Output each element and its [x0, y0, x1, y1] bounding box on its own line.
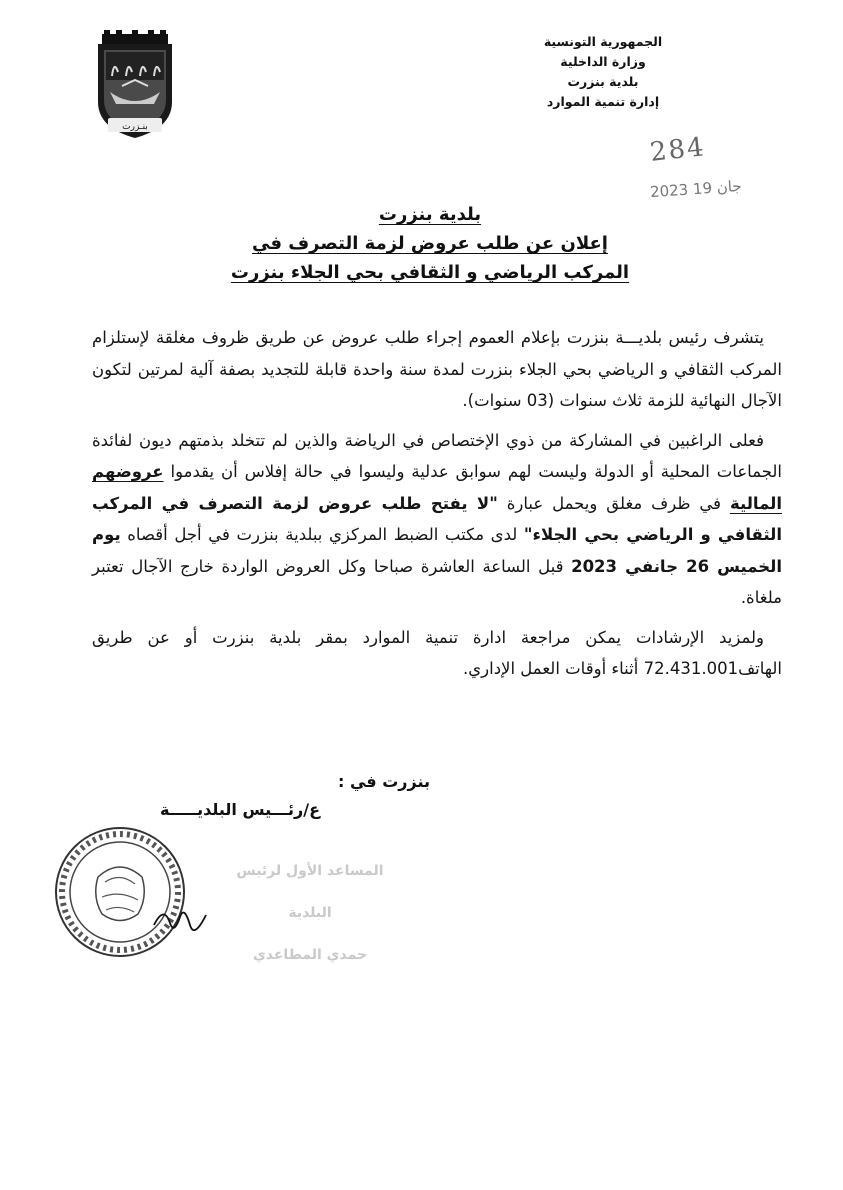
coat-of-arms-icon: [92, 30, 178, 142]
letterhead-department: إدارة تنمية الموارد: [546, 94, 660, 109]
paragraph-conditions: [92, 425, 782, 614]
signer-title: ع/رئـــيس البلديـــــة: [160, 800, 320, 819]
paragraph-intro: يتشرف رئيس بلديـــة بنزرت بإعلام العموم إجراء طلب عروض عن طريق ظروف مغلقة لإستلزام المركب الثقافي و الرياضي بحي الجلاء بنزرت لمدة سنة واحدة قابلة للتجديد بصفة آلية لمرتين لتكون الآجال النهائية للزمة ثلاث سنوات (03 سنوات).: [92, 328, 782, 410]
deadline-date: يوم الخميس 26 جانفي 2023: [92, 525, 783, 576]
registry-number: 284: [648, 132, 708, 168]
place-date-label: بنزرت في :: [338, 772, 430, 791]
stamp-name: حمدي المطاعدي: [252, 947, 368, 963]
signatory-stamp: [215, 850, 405, 976]
registry-date-stamp: 2023 جان 19: [649, 176, 743, 202]
title-line-3: المركب الرياضي و الثقافي بحي الجلاء بنزرت: [230, 262, 630, 283]
crest-caption: بنـزرت: [122, 122, 148, 132]
letterhead: [483, 32, 723, 112]
conditions-text-4: قبل الساعة العاشرة صباحا وكل العروض الواردة خارج الآجال تعتبر ملغاة.: [92, 556, 782, 607]
letterhead-municipality: بلدية بنزرت: [567, 74, 639, 89]
title-line-1: بلدية بنزرت: [378, 204, 482, 225]
conditions-text-3: لدى مكتب الضبط المركزي ببلدية بنزرت في أجل أقصاه: [127, 525, 518, 544]
envelope-mention: "لا يفتح طلب عروض لزمة التصرف في المركب الثقافي و الرياضي بحي الجلاء": [92, 493, 782, 544]
announcement-body: [92, 322, 782, 693]
financial-offers-phrase: عروضهم المالية: [92, 462, 782, 513]
conditions-text-1: فعلى الراغبين في المشاركة من ذوي الإختصاص في الرياضة والذين لم تتخلد بذمتهم ديون لفائدة الجماعات المحلية أو الدولة وليست لهم سوابق عدلية وليسوا في حالة إفلاس أن يقدموا: [92, 430, 783, 481]
letterhead-country: الجمهورية التونسية: [543, 34, 663, 49]
title-line-2: إعلان عن طلب عروض لزمة التصرف في: [252, 233, 608, 254]
announcement-title: [150, 200, 710, 287]
stamp-role: المساعد الأول لرئيس البلدية: [236, 863, 384, 921]
letterhead-ministry: وزارة الداخلية: [560, 54, 646, 69]
paragraph-contact: ولمزيد الإرشادات يمكن مراجعة ادارة تنمية الموارد بمقر بلدية بنزرت أو عن طريق الهاتف72.431.001 أثناء أوقات العمل الإداري.: [92, 627, 782, 678]
handwritten-signature-icon: [150, 895, 210, 945]
conditions-text-2: في ظرف مغلق ويحمل عبارة: [506, 493, 722, 513]
